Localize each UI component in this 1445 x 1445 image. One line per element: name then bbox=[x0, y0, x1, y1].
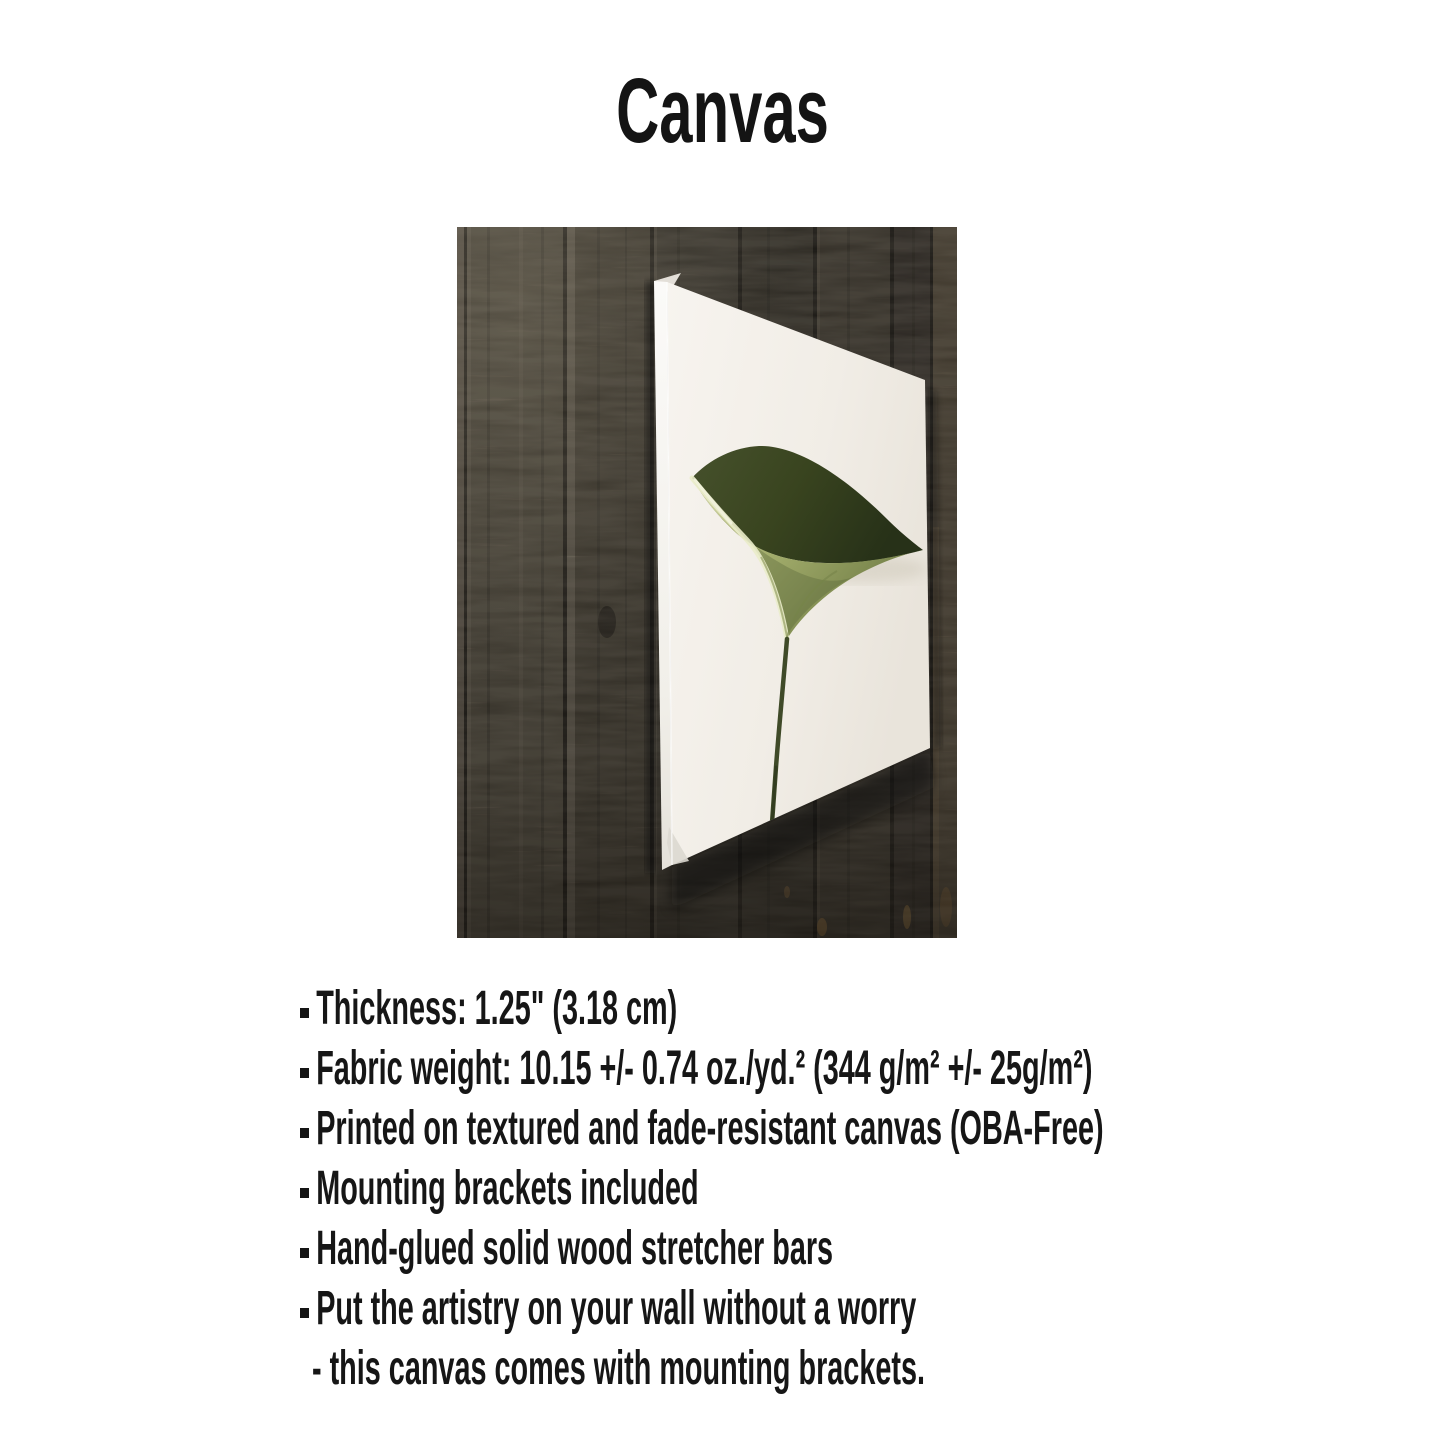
spec-text: Fabric weight: 10.15 +/- 0.74 oz./yd.² (344 g/m² +/- 25g/m²) bbox=[316, 1042, 1093, 1095]
spec-item-artistry-continued bbox=[300, 1339, 1380, 1399]
spec-text: Printed on textured and fade-resistant canvas (OBA-Free) bbox=[316, 1102, 1104, 1155]
spec-text: Hand-glued solid wood stretcher bars bbox=[316, 1222, 834, 1275]
bullet-marker bbox=[300, 1188, 309, 1198]
spec-text: Mounting brackets included bbox=[316, 1162, 699, 1215]
bullet-marker bbox=[300, 1128, 309, 1138]
spec-item-printed bbox=[300, 1099, 1380, 1159]
spec-text: Thickness: 1.25" (3.18 cm) bbox=[316, 982, 678, 1035]
bullet-marker bbox=[300, 1308, 309, 1318]
page-title: Canvas bbox=[616, 60, 829, 162]
bullet-marker bbox=[300, 1008, 309, 1018]
spec-item-thickness bbox=[300, 979, 1380, 1039]
photo-canvas-on-wood bbox=[457, 227, 957, 938]
spec-item-artistry bbox=[300, 1279, 1380, 1339]
bullet-marker bbox=[300, 1068, 309, 1078]
product-photo bbox=[457, 227, 957, 938]
spec-list bbox=[300, 979, 1380, 1399]
spec-text: Put the artistry on your wall without a worry bbox=[316, 1282, 917, 1335]
spec-text: - this canvas comes with mounting brackets. bbox=[312, 1342, 925, 1395]
spec-item-fabric-weight bbox=[300, 1039, 1380, 1099]
spec-item-stretcher-bars bbox=[300, 1219, 1380, 1279]
spec-item-mounting-brackets bbox=[300, 1159, 1380, 1219]
bullet-marker bbox=[300, 1248, 309, 1258]
